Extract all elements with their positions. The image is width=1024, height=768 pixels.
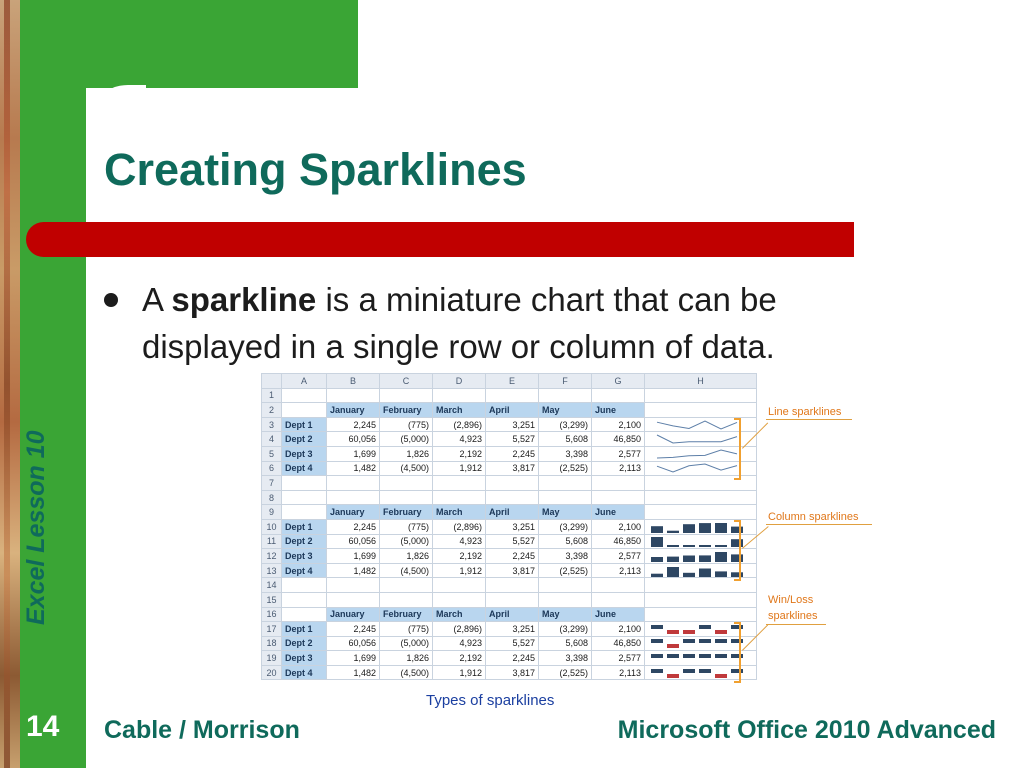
value-cell: 4,923 [433,636,486,651]
value-cell: 3,817 [486,461,539,476]
value-cell: (2,896) [433,417,486,432]
table-row [262,636,757,651]
value-cell: (775) [380,622,433,637]
sparkline-column-bar [651,526,663,533]
department-label: Dept 3 [282,651,327,666]
content-corner [86,85,146,145]
cell-empty [433,578,486,593]
value-cell: (775) [380,417,433,432]
sparkline-path [657,421,737,429]
callout-winloss-line2: sparklines [768,610,818,622]
cell-empty [486,578,539,593]
department-label: Dept 1 [282,519,327,534]
value-cell: (2,896) [433,622,486,637]
month-header: March [433,607,486,622]
cell-empty [592,388,645,403]
bullet-prefix: A [142,281,172,318]
value-cell: 3,398 [539,446,592,461]
value-cell: 46,850 [592,534,645,549]
value-cell: 4,923 [433,432,486,447]
column-sparklines-bracket [734,520,741,581]
row-number: 3 [262,417,282,432]
month-header: January [327,505,380,520]
month-header: April [486,505,539,520]
column-header: A [282,374,327,389]
sparkline-win-marker [699,654,711,658]
footer-course-title: Microsoft Office 2010 Advanced [617,716,996,744]
column-header: D [433,374,486,389]
value-cell: 1,699 [327,446,380,461]
value-cell: 46,850 [592,432,645,447]
sparkline-win-marker [699,625,711,629]
value-cell: 1,482 [327,461,380,476]
table-row [262,665,757,680]
row-number: 13 [262,563,282,578]
spreadsheet-figure [261,373,757,680]
winloss-sparkline [649,652,745,664]
cell-empty [282,578,327,593]
cell-empty [433,388,486,403]
cell-empty [645,403,757,418]
table-row [262,651,757,666]
value-cell: 3,398 [539,549,592,564]
sparkline-path [657,464,737,472]
sparkline-column-bar [699,545,711,547]
sparkline-column-bar [699,523,711,533]
value-cell: 1,912 [433,461,486,476]
value-cell: (4,500) [380,563,433,578]
cell-empty [592,476,645,491]
winloss-sparkline [649,667,745,679]
value-cell: (2,525) [539,665,592,680]
value-cell: 2,192 [433,446,486,461]
cell-empty [645,592,757,607]
sparkline-column-bar [699,555,711,562]
value-cell: (5,000) [380,636,433,651]
callout-column-sparklines: Column sparklines [768,511,859,523]
value-cell: 1,912 [433,665,486,680]
sparkline-column-bar [667,545,679,547]
sparkline-column-bar [699,568,711,577]
cell-empty [327,388,380,403]
sparkline-path [657,435,737,443]
cell-empty [327,490,380,505]
month-header: June [592,403,645,418]
department-label: Dept 4 [282,563,327,578]
sheet-corner [262,374,282,389]
value-cell: (4,500) [380,461,433,476]
table-row [262,505,757,520]
top-green-block [20,0,358,88]
sparkline-column-bar [715,523,727,533]
department-label: Dept 3 [282,549,327,564]
bullet-text [142,276,924,370]
row-number: 18 [262,636,282,651]
value-cell: 46,850 [592,636,645,651]
cell-empty [592,490,645,505]
row-number: 12 [262,549,282,564]
column-sparkline [649,550,745,562]
table-row [262,461,757,476]
value-cell: 60,056 [327,636,380,651]
cell-empty [282,505,327,520]
value-cell: 5,608 [539,534,592,549]
value-cell: 2,245 [486,549,539,564]
cell-empty [539,476,592,491]
row-number: 19 [262,651,282,666]
figure-caption: Types of sparklines [426,692,555,709]
table-row [262,432,757,447]
table-row [262,607,757,622]
cell-empty [327,476,380,491]
month-header: February [380,403,433,418]
table-row [262,476,757,491]
table-row [262,592,757,607]
value-cell: (3,299) [539,519,592,534]
cell-empty [282,476,327,491]
value-cell: 3,251 [486,519,539,534]
value-cell: 2,577 [592,446,645,461]
sparkline-column-bar [715,545,727,547]
table-row [262,578,757,593]
value-cell: 5,608 [539,432,592,447]
cell-empty [433,476,486,491]
bullet-dot-icon [104,293,118,307]
value-cell: 2,577 [592,651,645,666]
value-cell: 2,100 [592,622,645,637]
row-number: 8 [262,490,282,505]
month-header: March [433,505,486,520]
month-header: February [380,607,433,622]
value-cell: 3,817 [486,665,539,680]
month-header: June [592,607,645,622]
row-number: 15 [262,592,282,607]
sparkline-column-bar [667,557,679,562]
table-row [262,388,757,403]
vertical-lesson-label: Excel Lesson 10 [22,430,50,625]
column-header: B [327,374,380,389]
page-number: 14 [26,710,60,743]
callout-column-underline [766,524,872,525]
column-header: G [592,374,645,389]
sparkline-column-bar [715,571,727,577]
cell-empty [592,578,645,593]
sparkline-loss-marker [683,630,695,634]
left-green-bar [20,0,86,768]
footer-authors: Cable / Morrison [104,716,300,744]
value-cell: (5,000) [380,432,433,447]
cell-empty [380,476,433,491]
cell-empty [282,388,327,403]
column-header: C [380,374,433,389]
department-label: Dept 2 [282,636,327,651]
column-sparkline [649,565,745,577]
value-cell: 2,192 [433,549,486,564]
cell-empty [380,388,433,403]
line-sparkline [649,419,745,431]
department-label: Dept 4 [282,665,327,680]
row-number: 11 [262,534,282,549]
value-cell: 3,251 [486,417,539,432]
column-header: F [539,374,592,389]
column-sparkline [649,521,745,533]
table-row [262,563,757,578]
value-cell: 1,912 [433,563,486,578]
value-cell: 2,577 [592,549,645,564]
cell-empty [645,505,757,520]
department-label: Dept 4 [282,461,327,476]
table-row [262,519,757,534]
callout-winloss-underline [766,624,826,625]
sparkline-win-marker [683,669,695,673]
month-header: February [380,505,433,520]
column-sparkline [649,535,745,547]
value-cell: 3,398 [539,651,592,666]
sparkline-win-marker [651,669,663,673]
month-header: January [327,403,380,418]
row-number: 20 [262,665,282,680]
title-underline-bar [26,222,854,257]
sparkline-column-bar [683,572,695,576]
sparkline-win-marker [699,639,711,643]
sparkline-loss-marker [667,674,679,678]
month-header: April [486,607,539,622]
value-cell: (3,299) [539,417,592,432]
value-cell: 2,245 [486,446,539,461]
value-cell: 3,817 [486,563,539,578]
cell-empty [380,490,433,505]
cell-empty [433,490,486,505]
row-number: 6 [262,461,282,476]
value-cell: 1,482 [327,665,380,680]
value-cell: 1,826 [380,651,433,666]
value-cell: 4,923 [433,534,486,549]
table-row [262,549,757,564]
callout-line-sparklines: Line sparklines [768,406,842,418]
cell-empty [327,578,380,593]
month-header: May [539,505,592,520]
sparkline-win-marker [667,654,679,658]
sparkline-win-marker [651,639,663,643]
sparkline-column-bar [651,573,663,576]
callout-winloss-line1: Win/Loss [768,594,814,606]
cell-empty [327,592,380,607]
sparkline-loss-marker [715,674,727,678]
value-cell: 3,251 [486,622,539,637]
line-sparkline [649,433,745,445]
cell-empty [282,592,327,607]
cell-empty [539,388,592,403]
sparkline-column-bar [651,537,663,547]
row-number: 14 [262,578,282,593]
department-label: Dept 2 [282,534,327,549]
cell-empty [539,592,592,607]
callout-line-underline [766,419,852,420]
value-cell: 2,245 [486,651,539,666]
cell-empty [645,490,757,505]
sparkline-loss-marker [715,630,727,634]
sparkline-column-bar [667,567,679,577]
sparkline-column-bar [715,552,727,562]
value-cell: 1,699 [327,651,380,666]
sparkline-column-bar [667,530,679,532]
sparkline-win-marker [651,625,663,629]
row-number: 5 [262,446,282,461]
sparkline-path [657,450,737,458]
sparkline-loss-marker [667,644,679,648]
line-sparkline [649,448,745,460]
department-label: Dept 2 [282,432,327,447]
column-header-row [262,374,757,389]
value-cell: (5,000) [380,534,433,549]
value-cell: (2,896) [433,519,486,534]
value-cell: 2,245 [327,622,380,637]
value-cell: 2,100 [592,519,645,534]
bullet-point [104,276,924,370]
sparkline-column-bar [683,555,695,562]
value-cell: (3,299) [539,622,592,637]
column-header: H [645,374,757,389]
value-cell: 60,056 [327,534,380,549]
value-cell: 2,245 [327,417,380,432]
month-header: May [539,403,592,418]
value-cell: 60,056 [327,432,380,447]
cell-empty [282,490,327,505]
value-cell: 1,826 [380,446,433,461]
cell-empty [486,476,539,491]
cell-empty [380,578,433,593]
winloss-sparkline [649,623,745,635]
sparkline-loss-marker [667,630,679,634]
table-row [262,490,757,505]
column-header: E [486,374,539,389]
value-cell: 5,527 [486,636,539,651]
sparkline-column-bar [683,524,695,533]
department-label: Dept 1 [282,622,327,637]
winloss-sparkline [649,637,745,649]
value-cell: (2,525) [539,563,592,578]
value-cell: 1,826 [380,549,433,564]
bullet-rest: is a miniature chart that can be displayed in a single row or column of data. [142,281,777,365]
row-number: 4 [262,432,282,447]
department-label: Dept 1 [282,417,327,432]
winloss-sparklines-bracket [734,622,741,683]
sparkline-column-bar [651,557,663,562]
line-sparkline [649,462,745,474]
value-cell: (775) [380,519,433,534]
department-label: Dept 3 [282,446,327,461]
value-cell: (2,525) [539,461,592,476]
cell-empty [486,388,539,403]
row-number: 17 [262,622,282,637]
row-number: 16 [262,607,282,622]
table-row [262,403,757,418]
cell-empty [539,490,592,505]
value-cell: 2,113 [592,563,645,578]
sparkline-column-bar [683,545,695,547]
line-sparklines-bracket [734,418,741,480]
cell-empty [486,592,539,607]
decorative-painting-strip [0,0,20,768]
cell-empty [282,403,327,418]
month-header: January [327,607,380,622]
value-cell: 2,192 [433,651,486,666]
cell-empty [433,592,486,607]
row-number: 9 [262,505,282,520]
row-number: 10 [262,519,282,534]
sparkline-win-marker [699,669,711,673]
cell-empty [592,592,645,607]
table-row [262,417,757,432]
sparkline-win-marker [651,654,663,658]
value-cell: 1,482 [327,563,380,578]
cell-empty [282,607,327,622]
sparkline-win-marker [683,654,695,658]
value-cell: 2,100 [592,417,645,432]
value-cell: 5,527 [486,432,539,447]
cell-empty [539,578,592,593]
value-cell: 5,608 [539,636,592,651]
value-cell: 5,527 [486,534,539,549]
month-header: March [433,403,486,418]
sparkline-win-marker [715,639,727,643]
sparkline-win-marker [683,639,695,643]
table-row [262,534,757,549]
month-header: May [539,607,592,622]
bullet-term: sparkline [171,281,317,318]
table-row [262,446,757,461]
value-cell: 2,113 [592,665,645,680]
cell-empty [645,607,757,622]
value-cell: 2,245 [327,519,380,534]
cell-empty [380,592,433,607]
month-header: June [592,505,645,520]
month-header: April [486,403,539,418]
row-number: 7 [262,476,282,491]
row-number: 2 [262,403,282,418]
value-cell: (4,500) [380,665,433,680]
cell-empty [645,388,757,403]
row-number: 1 [262,388,282,403]
value-cell: 1,699 [327,549,380,564]
sparkline-win-marker [715,654,727,658]
table-row [262,622,757,637]
value-cell: 2,113 [592,461,645,476]
cell-empty [486,490,539,505]
slide-title: Creating Sparklines [104,144,527,195]
